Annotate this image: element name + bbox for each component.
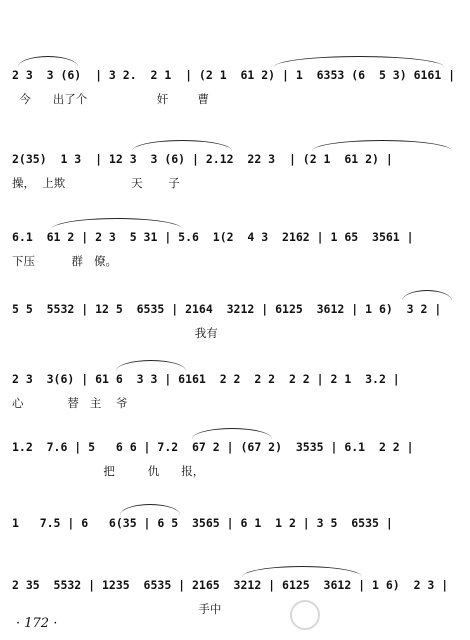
- system-6: [12, 436, 458, 482]
- lyrics-line: 我有: [12, 326, 218, 340]
- lyrics-line: 把 仇 报，: [12, 464, 205, 478]
- lyrics-line: 下压 群 僚。: [12, 254, 118, 268]
- lyrics-line: 操， 上欺 天 子: [12, 176, 180, 190]
- system-2: [12, 148, 458, 194]
- system-8: [12, 574, 458, 620]
- notes-line: 2 3 3 (6) | 3 2. 2 1 | (2 1 61 2) | 1 6353 (6 5 3) 6161 |: [12, 68, 456, 82]
- system-4: [12, 298, 458, 344]
- notes-line: 5 5 5532 | 12 5 6535 | 2164 3212 | 6125 3612 | 1 6) 3 2 |: [12, 302, 442, 316]
- system-7: [12, 512, 458, 558]
- lyrics-line: 今 出了个 奸 曹: [12, 92, 209, 106]
- system-3: [12, 226, 458, 272]
- notes-line: 1.2 7.6 | 5 6 6 | 7.2 67 2 | (67 2) 3535 | 6.1 2 2 |: [12, 440, 414, 454]
- notes-line: 2 3 3(6) | 61 6 3 3 | 6161 2 2 2 2 2 2 | 2 1 3.2 |: [12, 372, 400, 386]
- lyrics-line: 手中: [12, 602, 222, 616]
- lyrics-line: 心 替 主 爷: [12, 396, 128, 410]
- lyrics-line: [12, 538, 458, 556]
- notes-line: 1 7.5 | 6 6(35 | 6 5 3565 | 6 1 1 2 | 3 5 6535 |: [12, 516, 393, 530]
- system-5: [12, 368, 458, 414]
- watermark-logo-icon: [290, 600, 320, 630]
- notes-line: 2 35 5532 | 1235 6535 | 2165 3212 | 6125 3612 | 1 6) 2 3 |: [12, 578, 449, 592]
- notes-line: 6.1 61 2 | 2 3 5 31 | 5.6 1(2 4 3 2162 | 1 65 3561 |: [12, 230, 414, 244]
- page-number: · 172 ·: [16, 616, 58, 631]
- notes-line: 2(35) 1 3 | 12 3 3 (6) | 2.12 22 3 | (2 1 61 2) |: [12, 152, 393, 166]
- system-1: [12, 64, 458, 110]
